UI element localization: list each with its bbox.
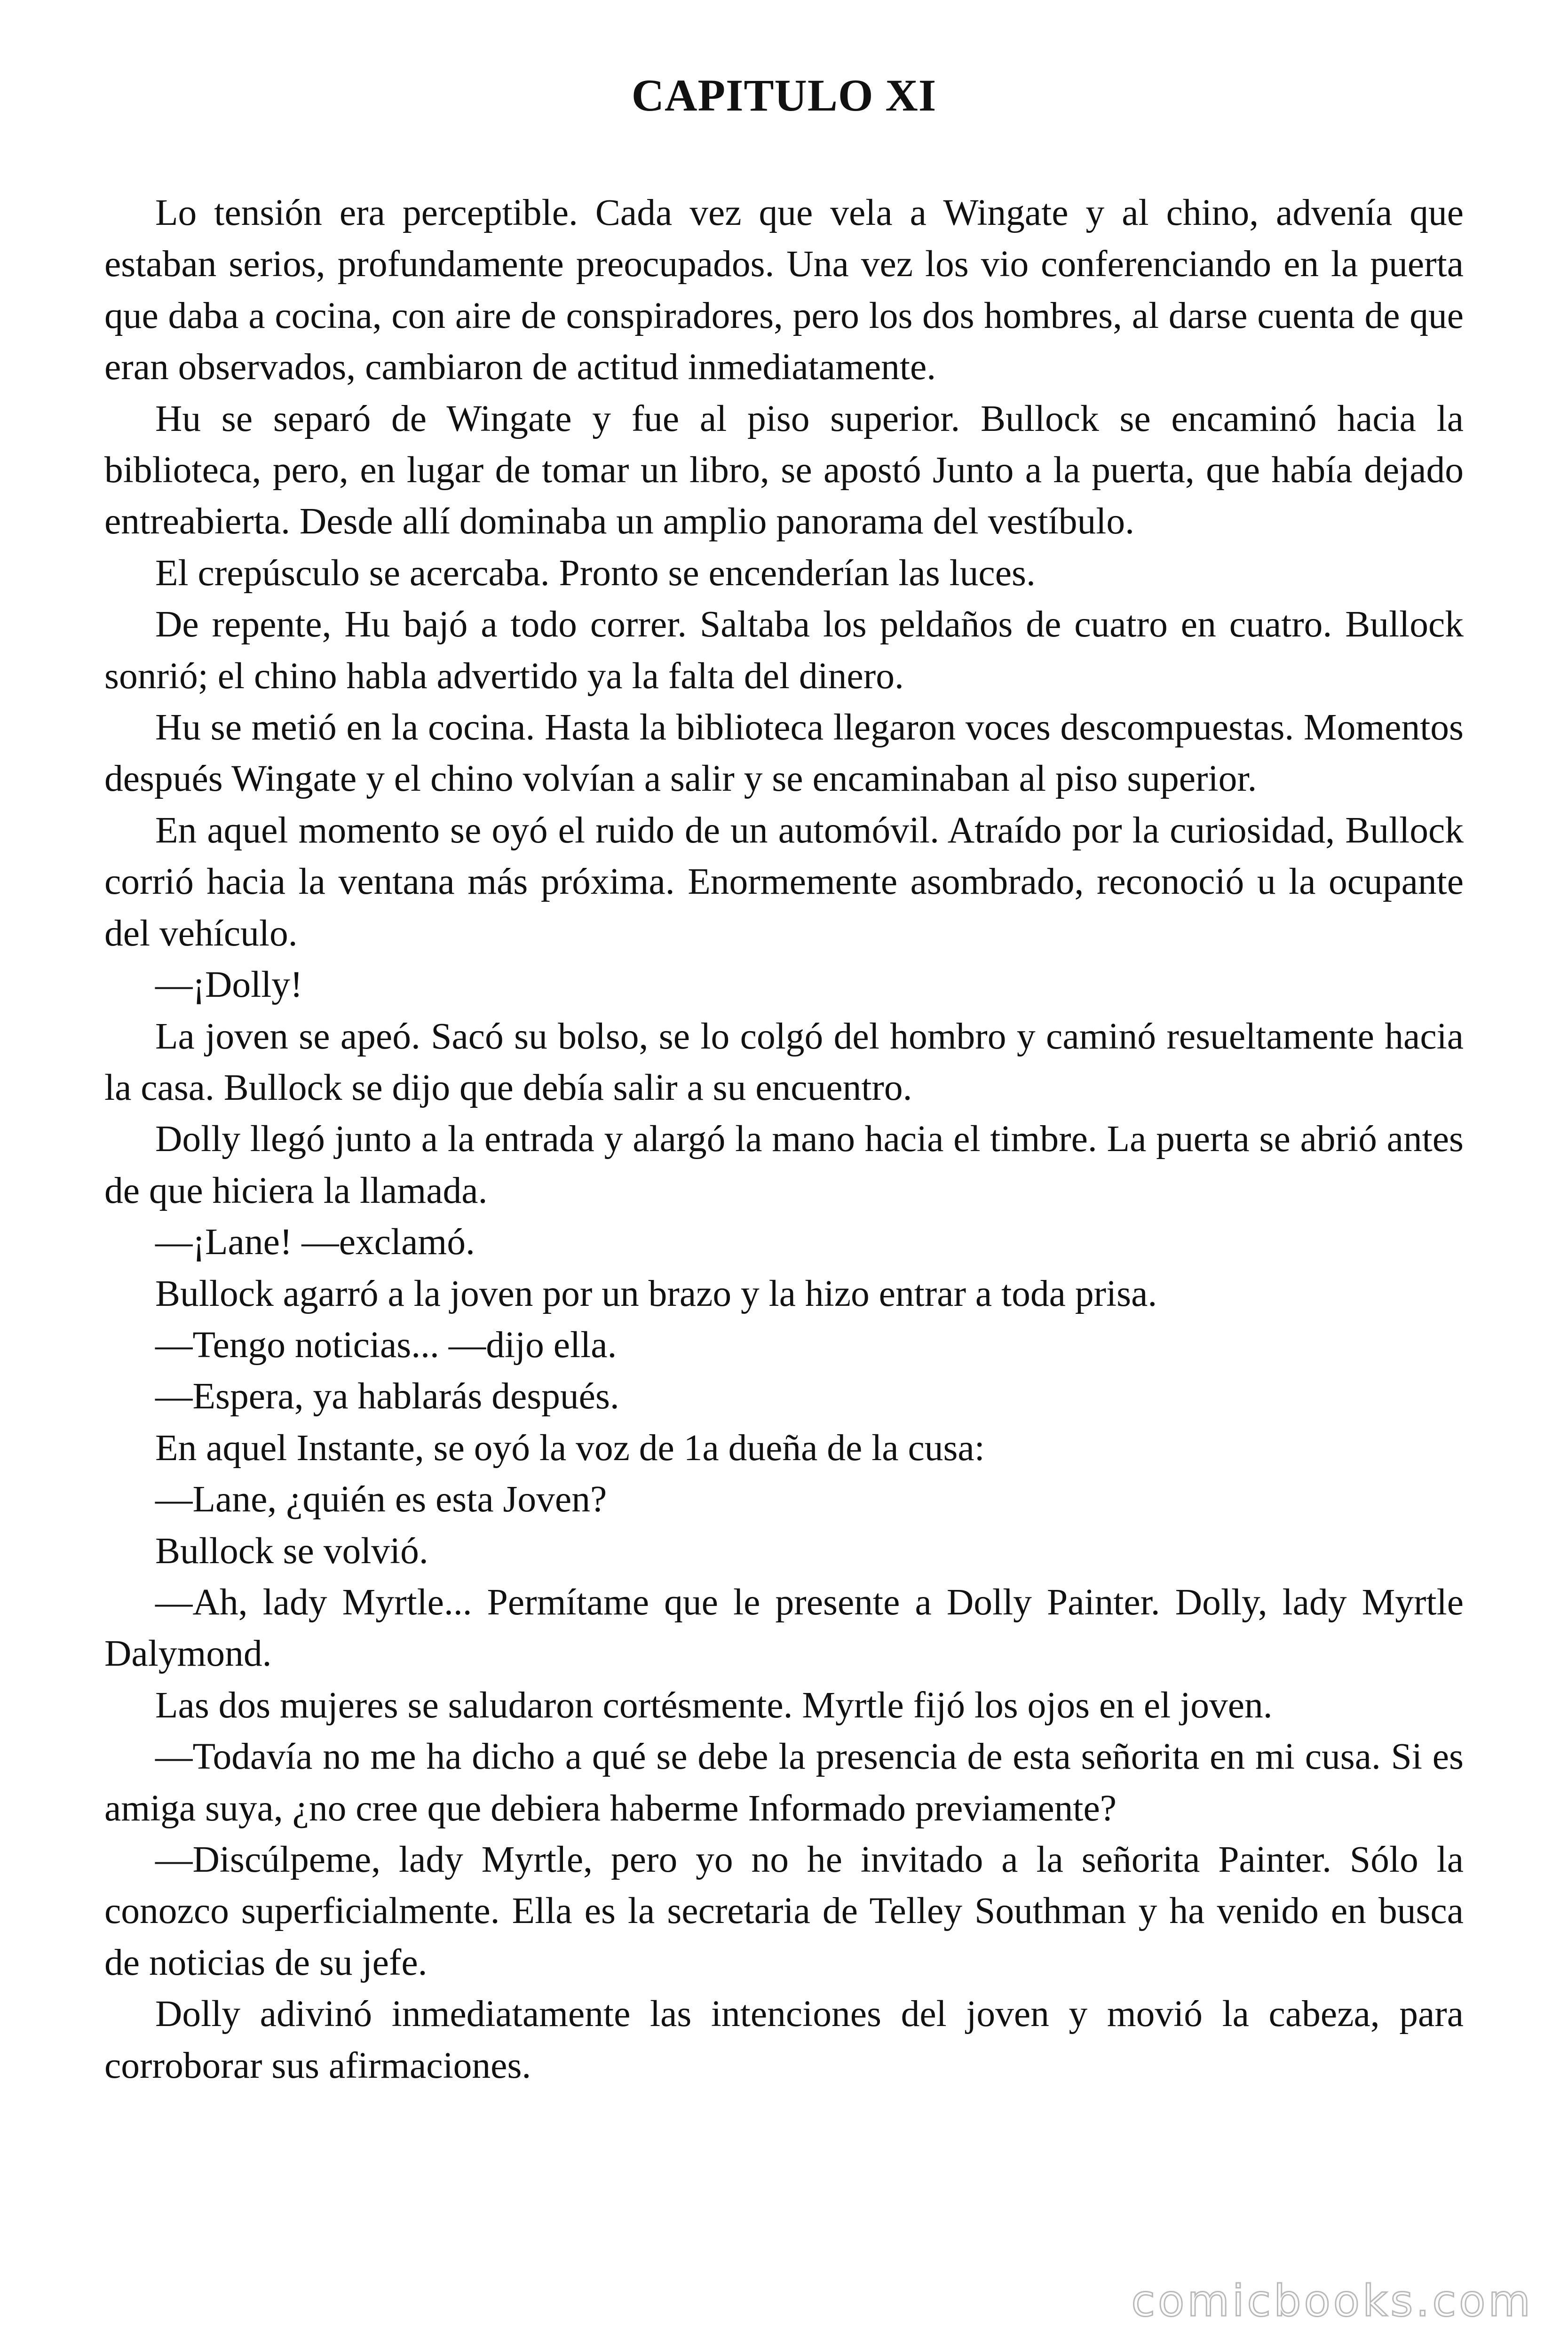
dialogue-line: —Espera, ya hablarás después. (155, 1375, 619, 1417)
chapter-body (104, 187, 1464, 2091)
paragraph: Bullock se volvió. (155, 1530, 428, 1572)
dialogue-line: —Discúlpeme, lady Myrtle, pero yo no he invitado a la señorita Painter. Sólo la conozco superficialmente. Ella es la secretaria de Telley Southman y ha venido en busca de noticias de su jefe. (104, 1839, 1464, 1983)
book-page (104, 0, 1464, 2091)
dialogue-line: —¡Lane! —exclamó. (155, 1221, 475, 1263)
paragraph: Hu se separó de Wingate y fue al piso superior. Bullock se encaminó hacia la biblioteca, pero, en lugar de tomar un libro, se apostó Junto a la puerta, que había dejado entreabierta. Desde allí dominaba un amplio panorama del vestíbulo. (104, 397, 1464, 542)
paragraph: Las dos mujeres se saludaron cortésmente. Myrtle fijó los ojos en el joven. (155, 1684, 1273, 1726)
paragraph: De repente, Hu bajó a todo correr. Saltaba los peldaños de cuatro en cuatro. Bullock sonrió; el chino habla advertido ya la falta del dinero. (104, 604, 1464, 697)
dialogue-line: —Todavía no me ha dicho a qué se debe la presencia de esta señorita en mi cusa. Si es amiga suya, ¿no cree que debiera haberme Informado previamente? (104, 1736, 1464, 1829)
dialogue-line: —¡Dolly! (155, 964, 303, 1006)
paragraph: En aquel momento se oyó el ruido de un automóvil. Atraído por la curiosidad, Bullock corrió hacia la ventana más próxima. Enormemente asombrado, reconoció u la ocupante del vehículo. (104, 809, 1464, 954)
paragraph: La joven se apeó. Sacó su bolso, se lo colgó del hombro y caminó resueltamente hacia la casa. Bullock se dijo que debía salir a su encuentro. (104, 1015, 1464, 1108)
paragraph: Hu se metió en la cocina. Hasta la biblioteca llegaron voces descompuestas. Momentos después Wingate y el chino volvían a salir y se encaminaban al piso superior. (104, 707, 1464, 800)
watermark: comicbooks.com (1131, 2276, 1533, 2326)
paragraph: Dolly adivinó inmediatamente las intenciones del joven y movió la cabeza, para corroborar sus afirmaciones. (104, 1993, 1464, 2086)
paragraph: En aquel Instante, se oyó la voz de 1a dueña de la cusa: (155, 1427, 985, 1469)
dialogue-line: —Tengo noticias... —dijo ella. (155, 1324, 617, 1366)
dialogue-line: —Lane, ¿quién es esta Joven? (155, 1478, 607, 1520)
paragraph: Dolly llegó junto a la entrada y alargó la mano hacia el timbre. La puerta se abrió antes de que hiciera la llamada. (104, 1118, 1464, 1211)
chapter-title: CAPITULO XI (631, 70, 937, 120)
paragraph: Lo tensión era perceptible. Cada vez que vela a Wingate y al chino, advenía que estaban serios, profundamente preocupados. Una vez los vio conferenciando en la puerta que daba a cocina, con aire de conspiradores, pero los dos hombres, al darse cuenta de que eran observados, cambiaron de actitud inmediatamente. (104, 192, 1464, 388)
dialogue-line: —Ah, lady Myrtle... Permítame que le presente a Dolly Painter. Dolly, lady Myrtle Dalymond. (104, 1581, 1464, 1675)
paragraph: El crepúsculo se acercaba. Pronto se encenderían las luces. (155, 552, 1036, 594)
paragraph: Bullock agarró a la joven por un brazo y la hizo entrar a toda prisa. (155, 1272, 1157, 1314)
